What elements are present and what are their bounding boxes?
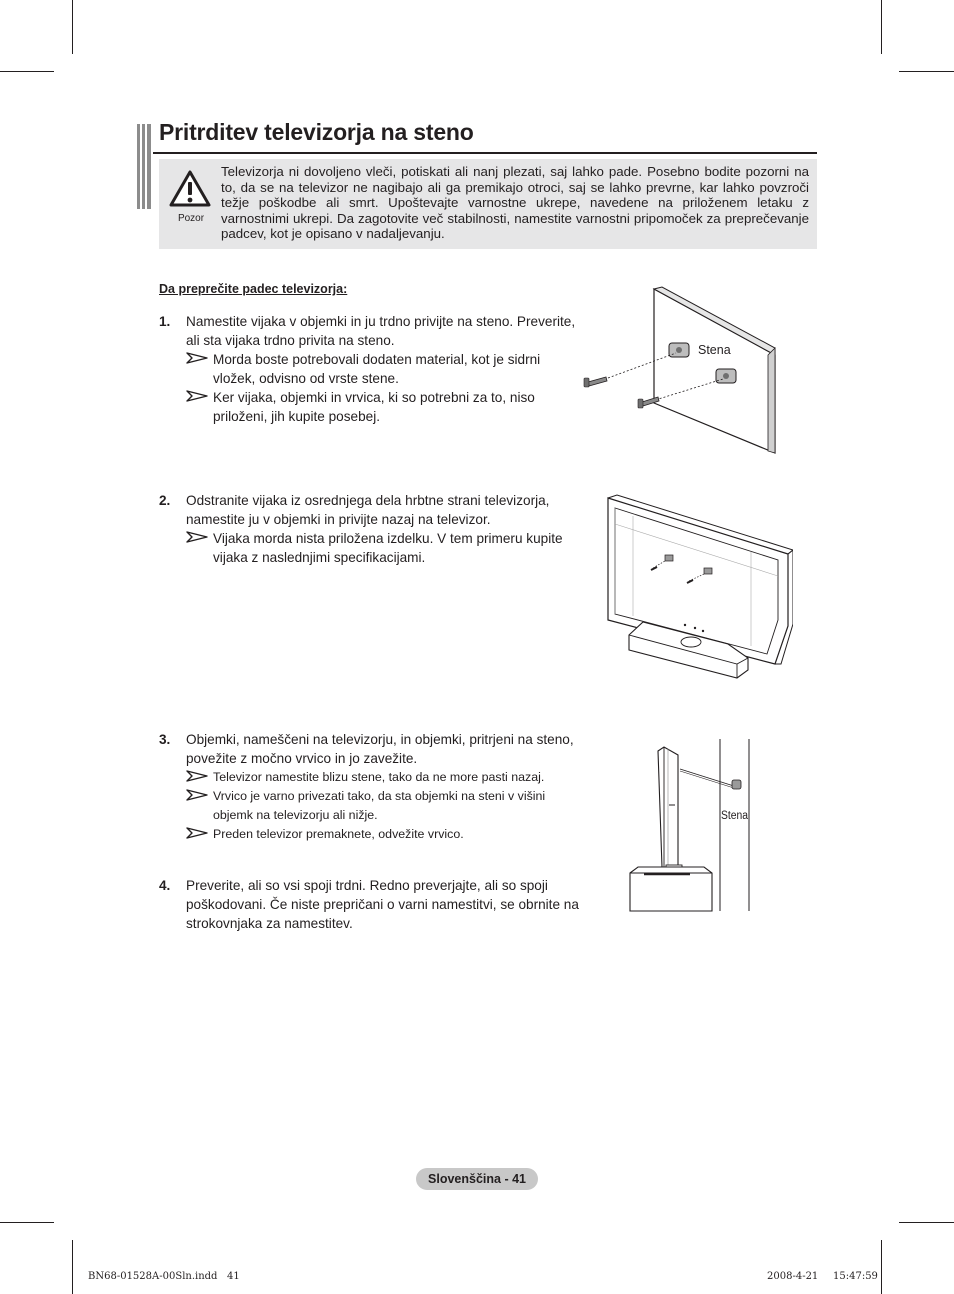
footer-date: 2008-4-21 <box>767 1271 819 1282</box>
wall-label: Stena <box>698 343 731 357</box>
caution-label: Pozor <box>177 213 205 224</box>
note <box>186 787 576 825</box>
tv-back-illustration <box>603 494 793 680</box>
note <box>186 388 576 426</box>
page-number-badge: Slovenščina - 41 <box>416 1168 538 1190</box>
footer-file-info: BN68-01528A-00Sln.indd 41 <box>88 1271 240 1282</box>
note-text: Vijaka morda nista priložena izdelku. V tem primeru kupite vijaka z naslednjimi specifikacijami. <box>213 531 563 565</box>
crop-mark <box>881 1240 882 1294</box>
note-text: Morda boste potrebovali dodaten material, kot je sidrni vložek, odvisno od vrste stene. <box>213 352 541 386</box>
title-rule <box>153 152 817 154</box>
note <box>186 768 576 787</box>
note-text: Vrvico je varno privezati tako, da sta objemki na steni v višini objemk na televizorju ali nižje. <box>213 789 546 822</box>
step-text: Objemki, nameščeni na televizorju, in objemki, pritrjeni na steno, povežite z močno vrvico in jo zavežite. <box>186 732 574 766</box>
caution-box <box>159 159 817 249</box>
note-text: Ker vijaka, objemki in vrvica, ki so potrebni za to, niso priloženi, jih kupite posebej. <box>213 390 535 424</box>
step-number: 4. <box>159 878 171 893</box>
section-subheading: Da preprečite padec televizorja: <box>159 282 348 296</box>
step-text: Odstranite vijaka iz osrednjega dela hrbtne strani televizorja, namestite ju v objemki in privijte nazaj na televizor. <box>186 493 550 527</box>
page-title: Pritrditev televizorja na steno <box>159 119 474 145</box>
note-arrow-icon <box>186 827 208 839</box>
note <box>186 529 576 567</box>
wall-bracket <box>732 780 741 789</box>
screw <box>584 377 607 387</box>
note-text: Preden televizor premaknete, odvežite vrvico. <box>213 827 464 841</box>
note-arrow-icon <box>186 789 208 801</box>
note-text: Televizor namestite blizu stene, tako da ne more pasti nazaj. <box>213 770 545 784</box>
crop-mark <box>0 1222 54 1223</box>
crop-mark <box>881 0 882 54</box>
note-arrow-icon <box>186 390 208 402</box>
tv-side-illustration <box>620 737 765 915</box>
footer-time: 15:47:59 <box>833 1271 878 1282</box>
wall-bracket <box>716 369 736 383</box>
step-number: 3. <box>159 732 171 747</box>
crop-mark <box>899 1222 954 1223</box>
warning-triangle-icon <box>168 169 212 209</box>
step-number: 1. <box>159 314 171 329</box>
step-text: Preverite, ali so vsi spoji trdni. Redno preverjajte, ali so spoji poškodovani. Če niste prepričani o varni namestitvi, se obrnite na strokovnjaka za namestitev. <box>186 878 579 931</box>
note <box>186 825 576 844</box>
step-text: Namestite vijaka v objemki in ju trdno privijte na steno. Preverite, ali sta vijaka trdno privita na steno. <box>186 314 576 348</box>
title-decoration <box>137 124 151 209</box>
side-wall-label: Stena <box>721 810 749 822</box>
step-number: 2. <box>159 493 171 508</box>
tv-bracket <box>665 555 673 561</box>
note-arrow-icon <box>186 352 208 364</box>
tv-bracket <box>704 568 712 574</box>
wall-bracket-illustration <box>580 283 780 455</box>
note-arrow-icon <box>186 531 208 543</box>
caution-text: Televizorja ni dovoljeno vleči, potiskati ali nanj plezati, saj lahko pade. Posebno bodite pozorni na to, da se na televizor ne nagibajo ali ga premikajo otroci, saj se lahko prevrne, kar lahko povzroči težje poškodbe ali smrt. Upoštevajte varnostne ukrepe, navedene na priloženem letaku z varnostnimi ukrepi. Da zagotovite več stabilnosti, namestite varnostni pripomoček za preprečevanje padcev, kot je opisano v nadaljevanju. <box>221 164 809 241</box>
note-arrow-icon <box>186 770 208 782</box>
crop-mark <box>899 71 954 72</box>
wall-bracket <box>669 343 689 357</box>
crop-mark <box>0 71 54 72</box>
crop-mark <box>72 1240 73 1294</box>
crop-mark <box>72 0 73 54</box>
note <box>186 350 576 388</box>
